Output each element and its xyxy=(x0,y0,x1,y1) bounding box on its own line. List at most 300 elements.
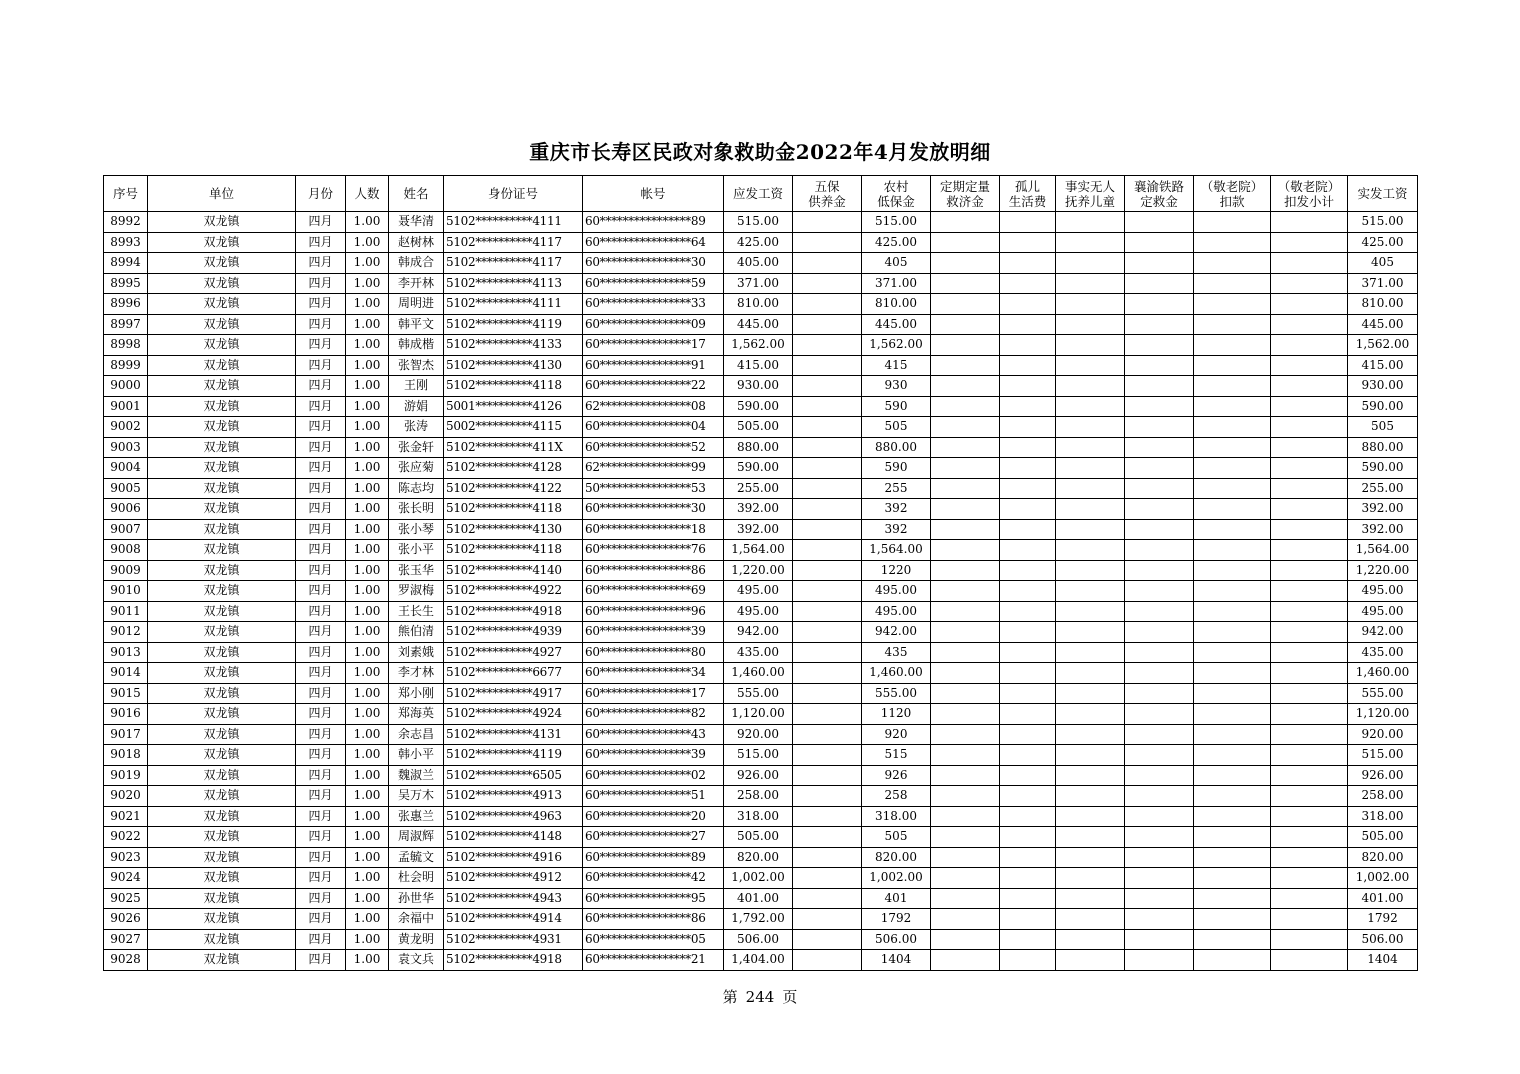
table-cell xyxy=(1271,458,1348,479)
table-cell: 60****************69 xyxy=(583,581,724,602)
table-cell: 5102**********4927 xyxy=(444,642,583,663)
table-cell: 515 xyxy=(862,745,931,766)
table-cell xyxy=(793,519,862,540)
table-cell xyxy=(1000,724,1056,745)
table-cell xyxy=(1125,335,1194,356)
table-cell xyxy=(931,212,1000,233)
table-cell xyxy=(793,478,862,499)
table-cell: 双龙镇 xyxy=(148,355,296,376)
table-cell xyxy=(1056,888,1125,909)
table-cell: 双龙镇 xyxy=(148,314,296,335)
table-cell: 四月 xyxy=(296,212,346,233)
table-cell xyxy=(793,745,862,766)
table-cell xyxy=(1271,212,1348,233)
table-cell xyxy=(1056,786,1125,807)
table-cell: 四月 xyxy=(296,478,346,499)
table-cell: 吴万木 xyxy=(389,786,444,807)
table-cell: 1,792.00 xyxy=(724,909,793,930)
table-cell xyxy=(1000,540,1056,561)
table-cell: 5102**********4119 xyxy=(444,314,583,335)
table-cell xyxy=(1194,929,1271,950)
table-cell: 四月 xyxy=(296,724,346,745)
table-cell: 四月 xyxy=(296,273,346,294)
column-header: 应发工资 xyxy=(724,176,793,212)
table-cell: 810.00 xyxy=(724,294,793,315)
table-cell xyxy=(931,437,1000,458)
table-cell xyxy=(1056,253,1125,274)
table-cell: 405 xyxy=(1348,253,1418,274)
table-cell xyxy=(1271,581,1348,602)
table-cell xyxy=(1194,909,1271,930)
table-cell xyxy=(793,827,862,848)
table-cell: 余福中 xyxy=(389,909,444,930)
table-cell xyxy=(1000,745,1056,766)
table-cell: 四月 xyxy=(296,909,346,930)
table-cell: 5102**********4131 xyxy=(444,724,583,745)
table-cell: 四月 xyxy=(296,929,346,950)
table-cell xyxy=(1271,253,1348,274)
table-cell: 495.00 xyxy=(724,601,793,622)
table-cell xyxy=(1056,335,1125,356)
table-cell xyxy=(1271,396,1348,417)
table-cell xyxy=(1194,437,1271,458)
table-cell: 1,120.00 xyxy=(724,704,793,725)
table-cell xyxy=(931,253,1000,274)
table-cell: 9012 xyxy=(104,622,148,643)
table-row xyxy=(104,560,1418,581)
table-cell: 张玉华 xyxy=(389,560,444,581)
table-cell xyxy=(1056,827,1125,848)
table-cell: 张应菊 xyxy=(389,458,444,479)
table-cell: 60****************09 xyxy=(583,314,724,335)
table-cell: 9020 xyxy=(104,786,148,807)
table-cell: 515.00 xyxy=(724,212,793,233)
table-cell: 515.00 xyxy=(724,745,793,766)
table-cell: 张涛 xyxy=(389,417,444,438)
table-cell xyxy=(1056,519,1125,540)
table-cell: 四月 xyxy=(296,294,346,315)
table-cell: 四月 xyxy=(296,704,346,725)
table-cell: 60****************27 xyxy=(583,827,724,848)
table-cell xyxy=(1271,519,1348,540)
table-cell: 黄龙明 xyxy=(389,929,444,950)
table-cell xyxy=(1056,437,1125,458)
table-row xyxy=(104,868,1418,889)
table-cell: 60****************04 xyxy=(583,417,724,438)
table-cell xyxy=(1056,273,1125,294)
table-row xyxy=(104,745,1418,766)
table-cell: 9001 xyxy=(104,396,148,417)
table-cell: 926.00 xyxy=(724,765,793,786)
table-cell: 1.00 xyxy=(346,396,389,417)
table-cell: 5102**********6505 xyxy=(444,765,583,786)
table-cell xyxy=(793,765,862,786)
table-cell: 8994 xyxy=(104,253,148,274)
table-cell: 1,460.00 xyxy=(1348,663,1418,684)
table-cell: 590.00 xyxy=(724,396,793,417)
column-header: 序号 xyxy=(104,176,148,212)
table-cell xyxy=(1194,724,1271,745)
table-cell xyxy=(1271,294,1348,315)
table-cell xyxy=(1056,929,1125,950)
table-cell: 8996 xyxy=(104,294,148,315)
table-cell xyxy=(1271,540,1348,561)
table-cell xyxy=(1271,478,1348,499)
table-cell: 袁文兵 xyxy=(389,950,444,971)
table-cell: 435.00 xyxy=(1348,642,1418,663)
table-row xyxy=(104,847,1418,868)
table-cell xyxy=(1194,560,1271,581)
table-cell: 60****************51 xyxy=(583,786,724,807)
table-cell xyxy=(1125,417,1194,438)
table-cell: 1.00 xyxy=(346,458,389,479)
table-cell: 双龙镇 xyxy=(148,786,296,807)
table-cell xyxy=(793,458,862,479)
table-cell: 1,460.00 xyxy=(862,663,931,684)
table-cell: 1.00 xyxy=(346,868,389,889)
table-cell: 926 xyxy=(862,765,931,786)
table-cell: 930.00 xyxy=(724,376,793,397)
table-cell: 9021 xyxy=(104,806,148,827)
table-cell xyxy=(1194,540,1271,561)
table-cell xyxy=(1000,458,1056,479)
table-cell xyxy=(1056,704,1125,725)
table-cell: 8993 xyxy=(104,232,148,253)
table-row xyxy=(104,683,1418,704)
table-cell: 熊伯清 xyxy=(389,622,444,643)
table-cell xyxy=(1000,376,1056,397)
table-cell: 590.00 xyxy=(724,458,793,479)
table-cell: 60****************59 xyxy=(583,273,724,294)
table-cell: 425.00 xyxy=(724,232,793,253)
table-cell: 孟毓文 xyxy=(389,847,444,868)
table-cell xyxy=(793,786,862,807)
table-cell: 5001**********4126 xyxy=(444,396,583,417)
table-cell: 1120 xyxy=(862,704,931,725)
table-cell xyxy=(931,704,1000,725)
table-cell: 1,562.00 xyxy=(724,335,793,356)
table-cell: 1.00 xyxy=(346,437,389,458)
table-cell xyxy=(793,929,862,950)
table-cell xyxy=(793,396,862,417)
table-cell: 1.00 xyxy=(346,581,389,602)
table-cell: 9004 xyxy=(104,458,148,479)
column-header: 月份 xyxy=(296,176,346,212)
table-cell: 周淑辉 xyxy=(389,827,444,848)
table-cell: 双龙镇 xyxy=(148,827,296,848)
table-cell: 60****************95 xyxy=(583,888,724,909)
table-cell xyxy=(931,827,1000,848)
table-cell: 5102**********4113 xyxy=(444,273,583,294)
table-cell: 罗淑梅 xyxy=(389,581,444,602)
table-cell: 5102**********4918 xyxy=(444,601,583,622)
table-cell: 60****************18 xyxy=(583,519,724,540)
table-cell xyxy=(1194,273,1271,294)
table-cell: 四月 xyxy=(296,253,346,274)
table-cell: 5102**********4119 xyxy=(444,745,583,766)
table-cell: 9026 xyxy=(104,909,148,930)
table-cell: 1.00 xyxy=(346,540,389,561)
table-row xyxy=(104,786,1418,807)
table-cell: 60****************02 xyxy=(583,765,724,786)
table-cell xyxy=(1056,642,1125,663)
table-cell: 9022 xyxy=(104,827,148,848)
table-cell xyxy=(1194,335,1271,356)
table-cell: 四月 xyxy=(296,314,346,335)
table-cell: 1792 xyxy=(1348,909,1418,930)
table-cell: 四月 xyxy=(296,847,346,868)
table-cell xyxy=(1125,458,1194,479)
table-cell xyxy=(931,417,1000,438)
table-cell: 1,404.00 xyxy=(724,950,793,971)
table-cell xyxy=(1194,868,1271,889)
table-cell xyxy=(1000,212,1056,233)
table-cell xyxy=(1271,765,1348,786)
table-cell: 双龙镇 xyxy=(148,806,296,827)
table-cell: 1220 xyxy=(862,560,931,581)
table-cell xyxy=(931,929,1000,950)
footer-suffix: 页 xyxy=(782,988,798,1006)
table-cell: 401.00 xyxy=(1348,888,1418,909)
table-cell xyxy=(1194,622,1271,643)
table-cell: 1,002.00 xyxy=(862,868,931,889)
column-header: 人数 xyxy=(346,176,389,212)
table-row xyxy=(104,929,1418,950)
column-header: 单位 xyxy=(148,176,296,212)
table-cell: 9027 xyxy=(104,929,148,950)
table-cell: 60****************34 xyxy=(583,663,724,684)
table-cell xyxy=(1125,806,1194,827)
table-cell xyxy=(931,622,1000,643)
table-cell xyxy=(793,376,862,397)
table-cell: 60****************91 xyxy=(583,355,724,376)
table-cell: 62****************08 xyxy=(583,396,724,417)
table-cell: 9005 xyxy=(104,478,148,499)
table-cell: 1.00 xyxy=(346,683,389,704)
table-cell xyxy=(931,683,1000,704)
table-cell: 1,002.00 xyxy=(1348,868,1418,889)
table-cell xyxy=(1000,396,1056,417)
table-cell: 9009 xyxy=(104,560,148,581)
table-cell xyxy=(1271,560,1348,581)
table-cell: 506.00 xyxy=(724,929,793,950)
table-cell: 495.00 xyxy=(724,581,793,602)
table-body xyxy=(104,212,1418,971)
table-cell: 8992 xyxy=(104,212,148,233)
table-cell: 435 xyxy=(862,642,931,663)
table-cell: 四月 xyxy=(296,519,346,540)
table-cell: 1.00 xyxy=(346,888,389,909)
table-cell xyxy=(931,294,1000,315)
table-cell xyxy=(1271,273,1348,294)
table-cell: 双龙镇 xyxy=(148,745,296,766)
table-cell: 5102**********4918 xyxy=(444,950,583,971)
table-cell xyxy=(931,888,1000,909)
table-cell: 392 xyxy=(862,499,931,520)
table-cell: 1,460.00 xyxy=(724,663,793,684)
table-cell xyxy=(793,601,862,622)
table-cell: 880.00 xyxy=(1348,437,1418,458)
table-cell: 60****************17 xyxy=(583,683,724,704)
table-cell xyxy=(1125,253,1194,274)
table-cell xyxy=(931,478,1000,499)
table-cell xyxy=(793,704,862,725)
table-cell: 余志昌 xyxy=(389,724,444,745)
table-cell xyxy=(931,273,1000,294)
table-cell xyxy=(793,540,862,561)
table-cell: 双龙镇 xyxy=(148,683,296,704)
table-cell: 周明进 xyxy=(389,294,444,315)
table-cell: 1.00 xyxy=(346,929,389,950)
table-cell xyxy=(1271,335,1348,356)
table-row xyxy=(104,294,1418,315)
table-row xyxy=(104,232,1418,253)
table-row xyxy=(104,663,1418,684)
table-cell: 1,562.00 xyxy=(862,335,931,356)
table-cell xyxy=(931,355,1000,376)
table-cell xyxy=(931,847,1000,868)
table-cell xyxy=(793,417,862,438)
table-cell: 495.00 xyxy=(862,581,931,602)
table-cell: 张金轩 xyxy=(389,437,444,458)
table-cell: 60****************82 xyxy=(583,704,724,725)
table-row xyxy=(104,622,1418,643)
table-cell xyxy=(1056,376,1125,397)
table-row xyxy=(104,806,1418,827)
table-cell xyxy=(1000,827,1056,848)
table-cell: 60****************22 xyxy=(583,376,724,397)
column-header: （敬老院） 扣发小计 xyxy=(1271,176,1348,212)
table-cell: 371.00 xyxy=(1348,273,1418,294)
table-cell xyxy=(1194,601,1271,622)
table-cell xyxy=(931,909,1000,930)
table-cell xyxy=(931,806,1000,827)
table-cell: 445.00 xyxy=(1348,314,1418,335)
table-cell: 415.00 xyxy=(724,355,793,376)
table-cell xyxy=(1056,417,1125,438)
table-cell xyxy=(931,950,1000,971)
table-cell xyxy=(1194,253,1271,274)
table-cell xyxy=(1000,909,1056,930)
table-cell: 258.00 xyxy=(724,786,793,807)
table-cell: 四月 xyxy=(296,437,346,458)
table-cell: 1404 xyxy=(862,950,931,971)
table-cell xyxy=(1125,786,1194,807)
table-cell: 赵树林 xyxy=(389,232,444,253)
table-cell: 942.00 xyxy=(862,622,931,643)
table-row xyxy=(104,950,1418,971)
table-row xyxy=(104,765,1418,786)
table-cell xyxy=(793,560,862,581)
table-cell: 5102**********4913 xyxy=(444,786,583,807)
table-cell xyxy=(1194,458,1271,479)
table-cell xyxy=(793,909,862,930)
table-cell: 1,562.00 xyxy=(1348,335,1418,356)
table-cell: 双龙镇 xyxy=(148,622,296,643)
table-row xyxy=(104,540,1418,561)
table-cell: 590.00 xyxy=(1348,458,1418,479)
table-cell: 9016 xyxy=(104,704,148,725)
table-cell: 371.00 xyxy=(724,273,793,294)
table-cell: 9028 xyxy=(104,950,148,971)
table-cell xyxy=(1271,417,1348,438)
table-cell xyxy=(1271,232,1348,253)
table-cell xyxy=(793,581,862,602)
table-cell xyxy=(1194,683,1271,704)
table-cell: 405 xyxy=(862,253,931,274)
column-header: 姓名 xyxy=(389,176,444,212)
table-cell: 5102**********4122 xyxy=(444,478,583,499)
table-cell: 495.00 xyxy=(1348,581,1418,602)
table-cell xyxy=(1125,950,1194,971)
column-header: 事实无人 抚养儿童 xyxy=(1056,176,1125,212)
table-cell xyxy=(1194,376,1271,397)
table-cell xyxy=(1056,458,1125,479)
table-cell xyxy=(1125,847,1194,868)
table-cell: 四月 xyxy=(296,417,346,438)
table-cell: 双龙镇 xyxy=(148,888,296,909)
table-cell: 9013 xyxy=(104,642,148,663)
table-cell xyxy=(1194,704,1271,725)
table-cell: 5102**********4118 xyxy=(444,540,583,561)
table-cell: 1.00 xyxy=(346,314,389,335)
table-cell: 5102**********4128 xyxy=(444,458,583,479)
table-cell: 四月 xyxy=(296,683,346,704)
table-cell xyxy=(1271,827,1348,848)
table-cell: 506.00 xyxy=(862,929,931,950)
table-cell: 515.00 xyxy=(862,212,931,233)
table-cell xyxy=(1194,765,1271,786)
table-cell: 392.00 xyxy=(1348,519,1418,540)
table-cell: 双龙镇 xyxy=(148,847,296,868)
table-cell: 双龙镇 xyxy=(148,417,296,438)
table-cell xyxy=(1194,355,1271,376)
column-header: 定期定量 救济金 xyxy=(931,176,1000,212)
table-cell xyxy=(1271,355,1348,376)
table-cell xyxy=(1000,622,1056,643)
table-cell: 1.00 xyxy=(346,642,389,663)
table-cell xyxy=(1000,786,1056,807)
table-cell: 四月 xyxy=(296,355,346,376)
table-cell: 5102**********4130 xyxy=(444,355,583,376)
table-cell xyxy=(1000,950,1056,971)
table-cell xyxy=(1271,909,1348,930)
table-cell: 5102**********4118 xyxy=(444,376,583,397)
table-row xyxy=(104,212,1418,233)
table-cell: 8997 xyxy=(104,314,148,335)
table-cell: 双龙镇 xyxy=(148,253,296,274)
table-cell xyxy=(1125,929,1194,950)
table-cell: 双龙镇 xyxy=(148,663,296,684)
table-cell xyxy=(1056,294,1125,315)
table-cell: 5102**********4140 xyxy=(444,560,583,581)
table-cell xyxy=(793,212,862,233)
table-cell: 双龙镇 xyxy=(148,232,296,253)
table-cell: 1.00 xyxy=(346,478,389,499)
table-cell xyxy=(931,519,1000,540)
table-row xyxy=(104,417,1418,438)
table-cell xyxy=(1000,253,1056,274)
table-cell: 双龙镇 xyxy=(148,560,296,581)
table-cell xyxy=(1056,355,1125,376)
table-cell xyxy=(793,683,862,704)
table-cell xyxy=(1194,745,1271,766)
table-cell xyxy=(793,888,862,909)
table-row xyxy=(104,724,1418,745)
table-cell xyxy=(1056,581,1125,602)
relief-table xyxy=(103,175,1418,971)
table-cell: 1.00 xyxy=(346,335,389,356)
